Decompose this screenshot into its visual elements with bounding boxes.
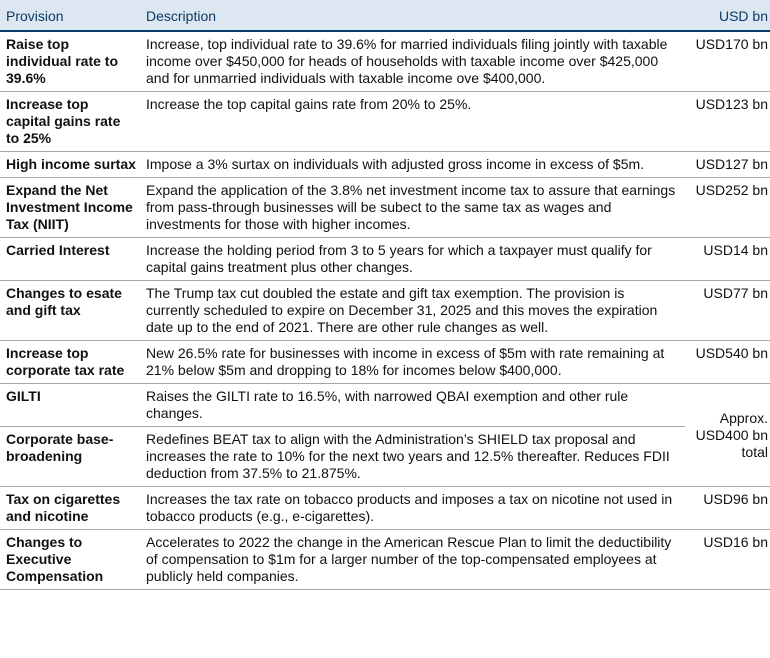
provision-cell: High income surtax: [0, 152, 140, 178]
description-cell: The Trump tax cut doubled the estate and gift tax exemption. The provision is currently scheduled to expire on December 31, 2025 and this moves the expiration date up to the end of 2021. There are other rule changes as well.: [140, 281, 685, 341]
header-provision: Provision: [0, 0, 140, 31]
table-row: [0, 530, 770, 590]
table-row: [0, 341, 770, 384]
amount-cell: USD123 bn: [685, 92, 770, 152]
provision-cell: Tax on cigarettes and nicotine: [0, 487, 140, 530]
description-cell: Increase the top capital gains rate from 20% to 25%.: [140, 92, 685, 152]
provision-cell: Changes to esate and gift tax: [0, 281, 140, 341]
description-cell: Redefines BEAT tax to align with the Administration’s SHIELD tax proposal and increases the rate to 10% for the next two years and 12.5% thereafter. Reduces FDII deduction from 37.5% to 21.875%.: [140, 427, 685, 487]
provision-cell: Carried Interest: [0, 238, 140, 281]
table-row: [0, 487, 770, 530]
merged-amount-line3: total: [741, 443, 768, 460]
description-cell: New 26.5% rate for businesses with income in excess of $5m with rate remaining at 21% below $5m and dropping to 18% for incomes below $400,000.: [140, 341, 685, 384]
table-row: [0, 92, 770, 152]
description-cell: Impose a 3% surtax on individuals with adjusted gross income in excess of $5m.: [140, 152, 685, 178]
table-row: [0, 31, 770, 92]
amount-cell: USD170 bn: [685, 31, 770, 92]
description-cell: Expand the application of the 3.8% net investment income tax to assure that earnings from pass-through businesses will be subect to the same tax as wages and investments for those with higher incomes.: [140, 178, 685, 238]
table-row: [0, 152, 770, 178]
description-cell: Raises the GILTI rate to 16.5%, with narrowed QBAI exemption and other rule changes.: [140, 384, 685, 427]
provision-cell: Changes to Executive Compensation: [0, 530, 140, 590]
table-row: [0, 384, 770, 427]
table-row: [0, 238, 770, 281]
description-cell: Accelerates to 2022 the change in the American Rescue Plan to limit the deductibility of compensation to $1m for a larger number of the top-compensated employees at publicly held companies.: [140, 530, 685, 590]
merged-amount-line1: Approx.: [719, 409, 768, 426]
description-cell: Increase, top individual rate to 39.6% for married individuals filing jointly with taxable income over $450,000 for heads of households with taxable income over $425,000 and for unmarried individuals with taxable income ove $400,000.: [140, 31, 685, 92]
amount-cell: USD16 bn: [685, 530, 770, 590]
provision-cell: Corporate base-broadening: [0, 427, 140, 487]
provision-cell: GILTI: [0, 384, 140, 427]
table-row: [0, 427, 770, 487]
amount-cell: USD14 bn: [685, 238, 770, 281]
description-cell: Increase the holding period from 3 to 5 years for which a taxpayer must qualify for capital gains treatment plus other changes.: [140, 238, 685, 281]
merged-amount-line2: USD400 bn: [695, 426, 768, 443]
table-row: [0, 281, 770, 341]
header-amount: USD bn: [685, 0, 770, 31]
provision-cell: Expand the Net Investment Income Tax (NIIT): [0, 178, 140, 238]
provision-cell: Increase top corporate tax rate: [0, 341, 140, 384]
merged-amount-cell: [685, 384, 770, 487]
table-header-row: [0, 0, 770, 31]
amount-cell: USD252 bn: [685, 178, 770, 238]
amount-cell: USD127 bn: [685, 152, 770, 178]
provision-cell: Raise top individual rate to 39.6%: [0, 31, 140, 92]
table-row: [0, 178, 770, 238]
amount-cell: USD77 bn: [685, 281, 770, 341]
header-description: Description: [140, 0, 685, 31]
amount-cell: USD540 bn: [685, 341, 770, 384]
description-cell: Increases the tax rate on tobacco products and imposes a tax on nicotine not used in tobacco products (e.g., e-cigarettes).: [140, 487, 685, 530]
provision-cell: Increase top capital gains rate to 25%: [0, 92, 140, 152]
amount-cell: USD96 bn: [685, 487, 770, 530]
